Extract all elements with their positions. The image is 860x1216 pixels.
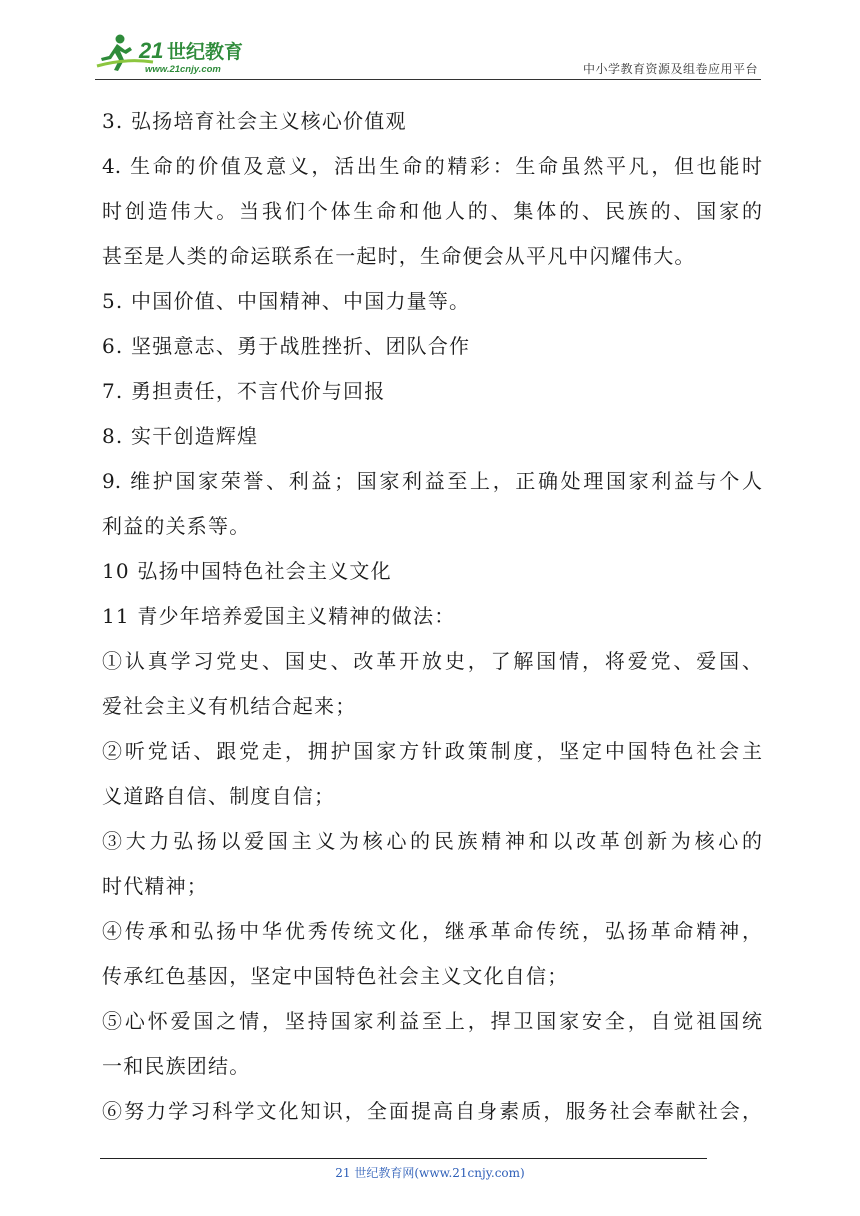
text-line: ③大力弘扬以爱国主义为核心的民族精神和以改革创新为核心的 [102,829,762,853]
text-line: 7. 勇担责任，不言代价与回报 [102,379,386,403]
text-line: ②听党话、跟党走，拥护国家方针政策制度，坚定中国特色社会主 [102,739,762,763]
text-line: 10 弘扬中国特色社会主义文化 [102,559,392,583]
text-line: 9. 维护国家荣誉、利益；国家利益至上，正确处理国家利益与个人 [102,469,762,493]
text-line: 时创造伟大。当我们个体生命和他人的、集体的、民族的、国家的 [102,199,762,223]
text-line: 甚至是人类的命运联系在一起时，生命便会从平凡中闪耀伟大。 [102,244,696,268]
site-logo[interactable] [95,32,265,76]
text-line: 3. 弘扬培育社会主义核心价值观 [102,109,407,133]
text-line: 利益的关系等。 [102,514,251,538]
text-line: 4. 生命的价值及意义，活出生命的精彩：生命虽然平凡，但也能时 [102,154,762,178]
text-line: 6. 坚强意志、勇于战胜挫折、团队合作 [102,334,471,358]
text-line: 11 青少年培养爱国主义精神的做法： [102,604,456,628]
platform-name: 中小学教育资源及组卷应用平台 [582,62,758,76]
footer-divider [100,1158,707,1159]
text-line: 传承红色基因，坚定中国特色社会主义文化自信； [102,964,569,988]
text-line: 5. 中国价值、中国精神、中国力量等。 [102,289,471,313]
svg-text:www.21cnjy.com: www.21cnjy.com [145,64,221,75]
text-line: ①认真学习党史、国史、改革开放史，了解国情，将爱党、爱国、 [102,649,762,673]
text-line: ⑤心怀爱国之情，坚持国家利益至上，捍卫国家安全，自觉祖国统 [102,1009,762,1033]
page-header [95,28,760,80]
text-line: 一和民族团结。 [102,1054,251,1078]
text-line: ④传承和弘扬中华优秀传统文化，继承革命传统，弘扬革命精神， [102,919,762,943]
footer-link[interactable]: 21 世纪教育网(www.21cnjy.com) [335,1166,525,1180]
svg-text:世纪教育: 世纪教育 [167,41,244,63]
text-line: 爱社会主义有机结合起来； [102,694,357,718]
runner-logo-icon [95,32,265,76]
document-body [102,99,762,1134]
text-line: ⑥努力学习科学文化知识，全面提高自身素质，服务社会奉献社会， [102,1099,762,1123]
text-line: 时代精神； [102,874,208,898]
svg-text:21: 21 [139,38,164,63]
text-line: 8. 实干创造辉煌 [102,424,259,448]
header-divider [95,79,761,80]
text-line: 义道路自信、制度自信； [102,784,336,808]
